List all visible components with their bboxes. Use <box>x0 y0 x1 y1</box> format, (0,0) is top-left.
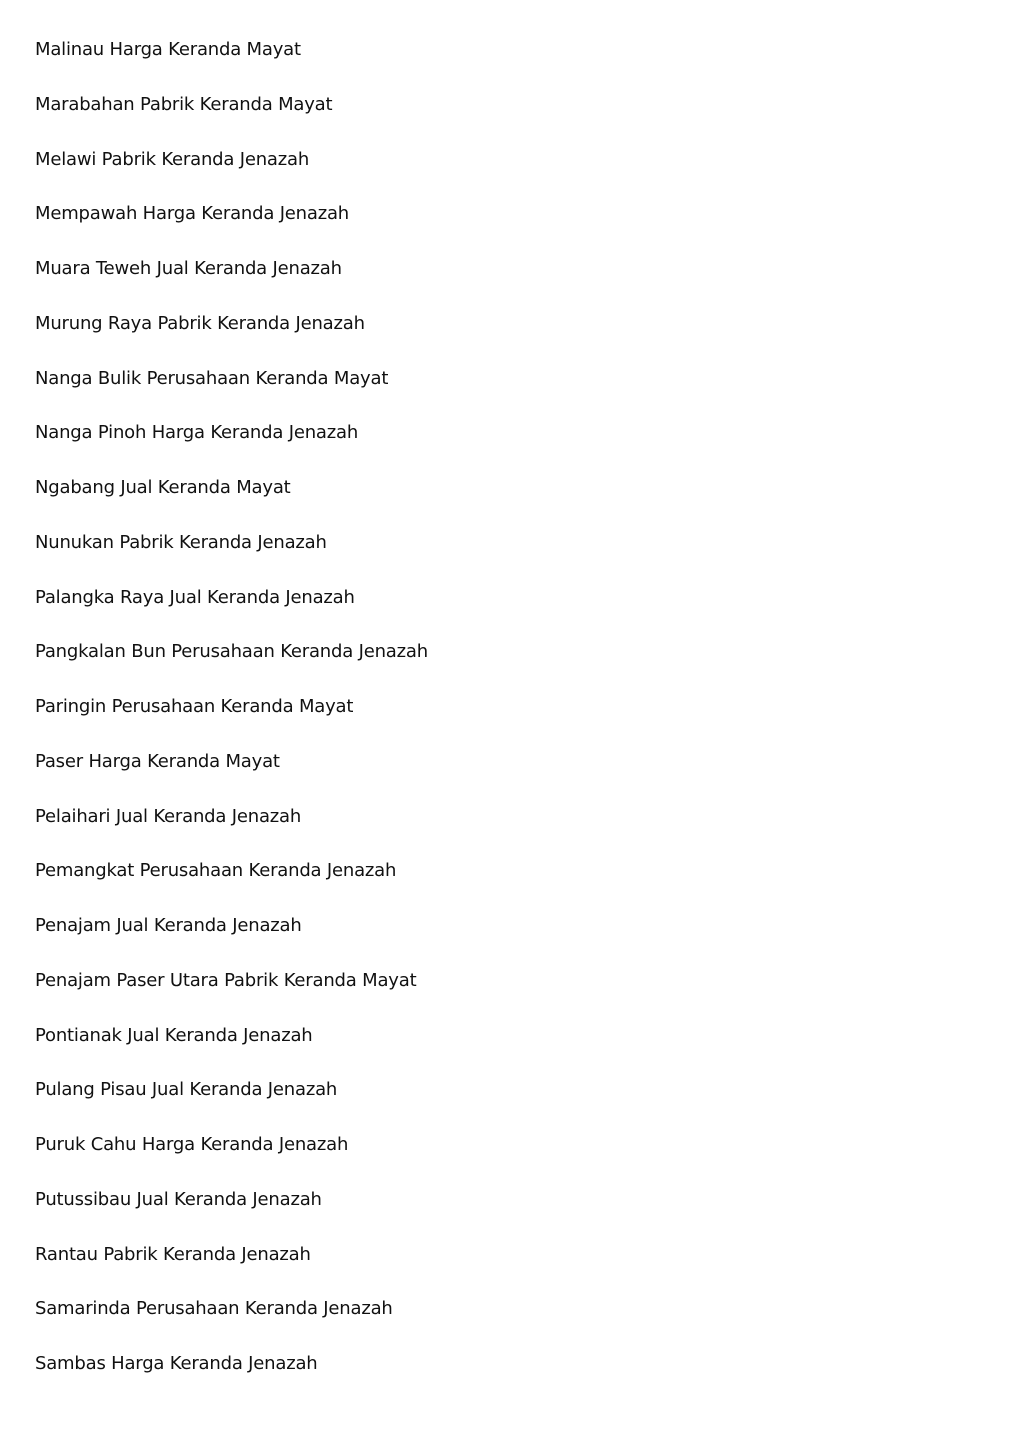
list-item: Mempawah Harga Keranda Jenazah <box>35 203 350 225</box>
list-item: Malinau Harga Keranda Mayat <box>35 39 301 60</box>
list-item: Pelaihari Jual Keranda Jenazah <box>35 805 302 827</box>
list-item: Nanga Pinoh Harga Keranda Jenazah <box>35 422 359 444</box>
list-item: Samarinda Perusahaan Keranda Jenazah <box>35 1298 393 1320</box>
list-item: Sambas Harga Keranda Jenazah <box>35 1353 318 1374</box>
list-item: Penajam Jual Keranda Jenazah <box>35 915 302 936</box>
list-item: Pemangkat Perusahaan Keranda Jenazah <box>35 860 397 882</box>
list-item: Pangkalan Bun Perusahaan Keranda Jenazah <box>35 641 428 663</box>
keyword-list <box>35 37 428 1406</box>
list-item: Murung Raya Pabrik Keranda Jenazah <box>35 312 365 334</box>
list-item: Marabahan Pabrik Keranda Mayat <box>35 93 333 115</box>
list-item: Paringin Perusahaan Keranda Mayat <box>35 696 354 717</box>
list-item: Pontianak Jual Keranda Jenazah <box>35 1024 313 1046</box>
list-item: Muara Teweh Jual Keranda Jenazah <box>35 258 342 279</box>
list-item: Ngabang Jual Keranda Mayat <box>35 477 291 498</box>
list-item: Nunukan Pabrik Keranda Jenazah <box>35 531 327 553</box>
list-item: Melawi Pabrik Keranda Jenazah <box>35 148 310 170</box>
list-item: Puruk Cahu Harga Keranda Jenazah <box>35 1134 349 1155</box>
list-item: Palangka Raya Jual Keranda Jenazah <box>35 586 355 608</box>
list-item: Putussibau Jual Keranda Jenazah <box>35 1188 322 1210</box>
list-item: Penajam Paser Utara Pabrik Keranda Mayat <box>35 969 417 991</box>
list-item: Rantau Pabrik Keranda Jenazah <box>35 1243 311 1265</box>
list-item: Pulang Pisau Jual Keranda Jenazah <box>35 1079 338 1101</box>
list-item: Nanga Bulik Perusahaan Keranda Mayat <box>35 367 389 389</box>
list-item: Paser Harga Keranda Mayat <box>35 750 280 772</box>
